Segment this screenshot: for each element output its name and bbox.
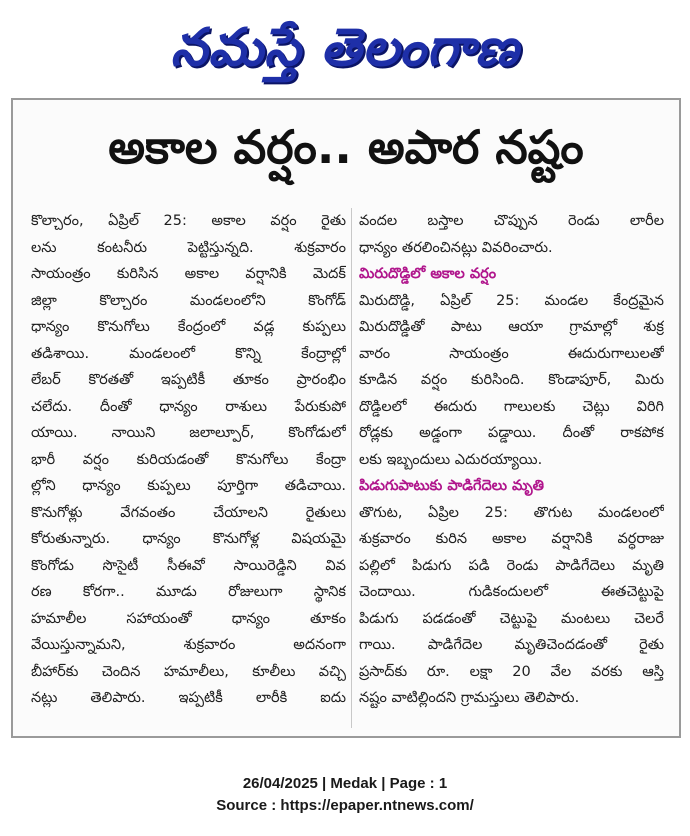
right-column <box>359 208 664 712</box>
body-line: బీహార్‌కు చెందిన హమాలీలు, కూలీలు వచ్చి <box>31 663 346 680</box>
body-line: ధాన్యం కొనుగోలు కేంద్రంలో వడ్ల కుప్పలు <box>31 319 346 335</box>
body-line: మిరుదొడ్డి, ఏప్రిల్ 25: మండల కేంద్రమైన <box>359 292 664 309</box>
column-divider <box>351 208 352 728</box>
masthead-title: నమస్తే తెలంగాణ <box>170 18 520 78</box>
body-line: మిరుదొడ్డితో పాటు ఆయా గ్రామాల్లో శుక్ర <box>359 319 664 335</box>
body-line: హమాలీల సహాయంతో ధాన్యం తూకం <box>31 610 346 627</box>
section-heading-mirudoddi: మిరుదొడ్డిలో అకాల వర్షం <box>359 266 497 282</box>
body-line: గాయి. పాడిగేదెల మృతిచెందడంతో రైతు <box>359 637 664 653</box>
body-line: జిల్లా కొల్చారం మండలంలోని కొంగోడ్ <box>31 292 346 309</box>
body-line: వందల బస్తాల చొప్పున రెండు లారీల <box>359 213 664 229</box>
body-line: లను కంటనీరు పెట్టిస్తున్నది. శుక్రవారం <box>31 239 346 256</box>
body-line: కోరుతున్నారు. ధాన్యం కొనుగోళ్ల విషయమై <box>31 531 346 547</box>
body-line: కొనుగోళ్లు వేగవంతం చేయాలని రైతులు <box>31 504 346 521</box>
body-line: కొల్చారం, ఏప్రిల్ 25: అకాల వర్షం రైతు <box>31 213 346 229</box>
body-line: రణ కోరగా.. మూడు రోజులుగా స్థానిక <box>31 584 346 600</box>
article-headline: అకాల వర్షం.. అపార నష్టం <box>108 120 584 174</box>
body-line: నష్టం వాటిల్లిందని గ్రామస్తులు తెలిపారు. <box>359 690 580 706</box>
body-line: పల్లిలో పిడుగు పడి రెండు పాడిగేదెలు మృతి <box>359 557 664 574</box>
body-line: యాయి. నాయిని జలాల్పూర్, కొంగోడులో <box>31 425 346 441</box>
left-column <box>31 208 346 712</box>
body-line: తడిశాయి. మండలంలో కొన్ని కేంద్రాల్లో <box>31 345 346 362</box>
news-clipping <box>11 98 681 738</box>
body-line: సాయంత్రం కురిసిన అకాల వర్షానికి మెదక్ <box>31 266 346 282</box>
footer-date-line: 26/04/2025 | Medak | Page : 1 <box>242 775 448 792</box>
masthead <box>0 8 690 88</box>
body-line: రోడ్లకు అడ్డంగా పడ్డాయి. దీంతో రాకపోక <box>359 425 664 441</box>
body-line: వారం సాయంత్రం ఈదురుగాలులతో <box>359 345 664 362</box>
body-line: లకు ఇబ్బందులు ఎదురయ్యాయి. <box>359 451 543 468</box>
body-line: తొగుట, ఏప్రిల 25: తొగుట మండలంలో <box>359 504 664 521</box>
footer-source-line: Source : https://epaper.ntnews.com/ <box>216 797 474 814</box>
body-line: ప్రసాద్‌కు రూ. లక్షా 20 వేల వరకు ఆస్తి <box>359 663 664 680</box>
section-heading-lightning: పిడుగుపాటుకు పాడిగేదెలు మృతి <box>359 478 544 494</box>
body-line: కూడిన వర్షం కురిసింది. కొండాపూర్, మిరు <box>359 372 664 388</box>
body-line: పిడుగు పడడంతో చెట్టుపై మంటలు చెలరే <box>359 610 664 627</box>
body-line: నట్లు తెలిపారు. ఇప్పటికీ లారీకి ఐదు <box>31 690 346 706</box>
body-line: కొంగోడు సొసైటీ సీఈవో సాయిరెడ్డిని వివ <box>31 557 346 574</box>
body-line: ధాన్యం తరలించినట్లు వివరించారు. <box>359 239 553 256</box>
body-line: వేయిస్తున్నామని, శుక్రవారం అదనంగా <box>31 637 346 653</box>
body-line: చలేదు. దీంతో ధాన్యం రాశులు పేరుకుపో <box>31 398 346 415</box>
body-line: దొడ్డిలలో ఈదురు గాలులకు చెట్లు విరిగి <box>359 398 664 415</box>
body-line: భారీ వర్షం కురియడంతో కొనుగోలు కేంద్రా <box>31 451 346 468</box>
body-line: ల్లోని ధాన్యం కుప్పలు పూర్తిగా తడిచాయి. <box>31 478 346 494</box>
body-line: చెందాయి. గుడికందులలో ఈతచెట్టుపై <box>359 584 664 600</box>
body-line: శుక్రవారం కురిన అకాల వర్షానికి వర్ధరాజు <box>359 531 664 547</box>
body-line: లేబర్ కొరతతో ఇప్పటికీ తూకం ప్రారంభిం <box>31 372 346 388</box>
